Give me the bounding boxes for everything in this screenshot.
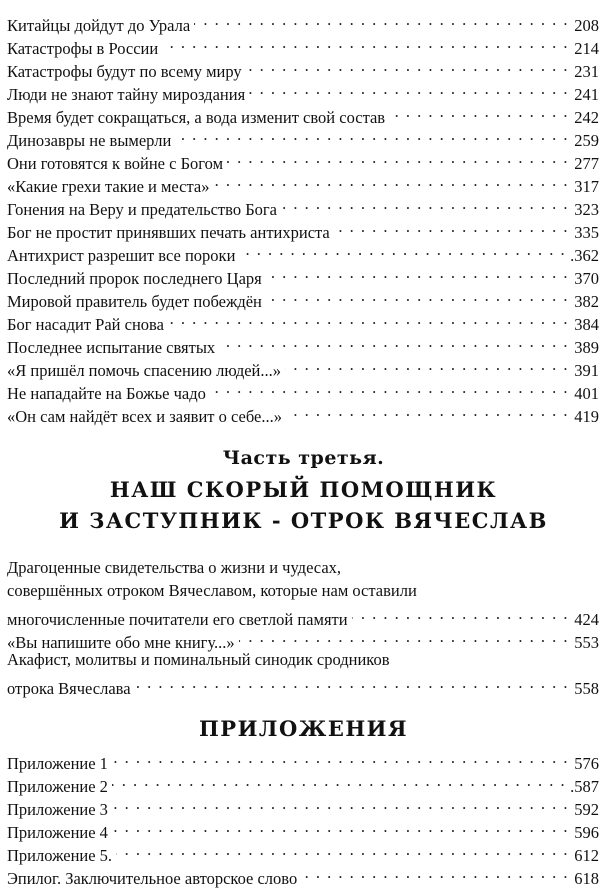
dot-leader bbox=[112, 815, 569, 838]
toc-entry-title: Китайцы дойдут до Урала bbox=[7, 16, 191, 35]
dot-leader bbox=[213, 169, 569, 192]
toc-entry-title: Время будет сокращаться, а вода изменит свой состав bbox=[7, 108, 386, 127]
dot-leader bbox=[286, 399, 569, 422]
toc-entry-page: 424 bbox=[574, 610, 599, 629]
dot-leader bbox=[112, 792, 569, 815]
toc-entry-title: Бог насадит Рай снова bbox=[7, 315, 164, 334]
toc-entry-title: Гонения на Веру и предательство Бога bbox=[7, 200, 278, 219]
toc-entry-title: Катастрофы будут по всему миру bbox=[7, 62, 242, 81]
toc-entry bbox=[7, 8, 599, 35]
toc-entry-page: 241 bbox=[574, 85, 599, 104]
dot-leader bbox=[285, 353, 569, 376]
appendix-title: ПРИЛОЖЕНИЯ bbox=[198, 716, 409, 741]
toc-entry-page: 231 bbox=[574, 62, 599, 81]
toc-entry-title: многочисленные почитатели его светлой памяти bbox=[7, 610, 348, 629]
toc-entry-title: Последний пророк последнего Царя bbox=[7, 269, 262, 288]
toc-entry-title: Динозавры не вымерли bbox=[7, 131, 172, 150]
toc-entry-title: «Вы напишите обо мне книгу...» bbox=[7, 633, 235, 652]
toc-entry-page: 277 bbox=[574, 154, 599, 173]
dot-leader bbox=[246, 54, 569, 77]
toc-entry bbox=[7, 671, 599, 698]
toc-entry-title: Бог не простит принявших печать антихриста bbox=[7, 223, 330, 242]
toc-entry-page: 370 bbox=[574, 269, 599, 288]
dot-leader bbox=[112, 746, 569, 769]
toc-entry bbox=[7, 746, 599, 773]
toc-entry-page: .362 bbox=[570, 246, 599, 265]
dot-leader bbox=[219, 330, 569, 353]
dot-leader bbox=[162, 31, 569, 54]
toc-section-prophecies bbox=[7, 8, 599, 426]
dot-leader bbox=[135, 671, 569, 694]
toc-entry-page: 382 bbox=[574, 292, 599, 311]
toc-entry-page: 558 bbox=[574, 679, 599, 698]
toc-entry-page: 259 bbox=[574, 131, 599, 150]
toc-entry-page: 612 bbox=[574, 846, 599, 865]
dot-leader bbox=[116, 838, 569, 861]
toc-entry-line: Драгоценные свидетельства о жизни и чудесах, bbox=[7, 558, 342, 577]
toc-entry-title: Они готовятся к войне с Богом bbox=[7, 154, 224, 173]
toc-entry-title: Мировой правитель будет побеждён bbox=[7, 292, 262, 311]
dot-leader bbox=[175, 123, 569, 146]
toc-entry-title: «Я пришёл помочь спасению людей...» bbox=[7, 361, 281, 380]
toc-entry-page: 419 bbox=[574, 407, 599, 426]
toc-entry-page: 335 bbox=[574, 223, 599, 242]
toc-entry-page: 317 bbox=[574, 177, 599, 196]
dot-leader bbox=[112, 769, 566, 792]
toc-entry-page: .587 bbox=[570, 777, 599, 796]
toc-entry-page: 596 bbox=[574, 823, 599, 842]
dot-leader bbox=[266, 284, 569, 307]
toc-entry-title: Люди не знают тайну мироздания bbox=[7, 85, 246, 104]
dot-leader bbox=[281, 192, 569, 215]
toc-entry-title: «Какие грехи такие и места» bbox=[7, 177, 210, 196]
toc-entry-title: Эпилог. Заключительное авторское слово bbox=[7, 869, 298, 888]
part-title-line2: И ЗАСТУПНИК - ОТРОК ВЯЧЕСЛАВ bbox=[59, 508, 548, 533]
dot-leader bbox=[389, 100, 569, 123]
toc-entry-title: Не нападайте на Божье чадо bbox=[7, 384, 206, 403]
toc-entry-page: 214 bbox=[574, 39, 599, 58]
dot-leader bbox=[249, 77, 569, 100]
toc-entry-page: 553 bbox=[574, 633, 599, 652]
toc-entry-page: 384 bbox=[574, 315, 599, 334]
toc-entry-title: Приложение 2 bbox=[7, 777, 108, 796]
toc-section-appendix bbox=[7, 746, 599, 888]
toc-entry-title: «Он сам найдёт всех и заявит о себе...» bbox=[7, 407, 282, 426]
part-label: Часть третья. bbox=[222, 447, 385, 469]
dot-leader bbox=[301, 861, 569, 884]
dot-leader bbox=[194, 8, 569, 31]
dot-leader bbox=[227, 146, 569, 169]
dot-leader bbox=[334, 215, 569, 238]
dot-leader bbox=[266, 261, 569, 284]
toc-entry-page: 208 bbox=[574, 16, 599, 35]
toc-entry-line: совершённых отроком Вячеславом, которые нам оставили bbox=[7, 581, 417, 600]
toc-entry-line: Акафист, молитвы и поминальный синодик сродников bbox=[7, 650, 390, 669]
toc-entry-page: 389 bbox=[574, 338, 599, 357]
toc-entry-title: Приложение 1 bbox=[7, 754, 108, 773]
toc-entry-title: Приложение 4 bbox=[7, 823, 108, 842]
toc-entry-page: 401 bbox=[574, 384, 599, 403]
part-title-line1: НАШ СКОРЫЙ ПОМОЩНИК bbox=[109, 477, 498, 502]
dot-leader bbox=[239, 238, 566, 261]
toc-entry-page: 391 bbox=[574, 361, 599, 380]
toc-entry bbox=[7, 602, 599, 629]
dot-leader bbox=[352, 602, 569, 625]
toc-entry-page: 592 bbox=[574, 800, 599, 819]
toc-entry-title: отрока Вячеслава bbox=[7, 679, 131, 698]
dot-leader bbox=[239, 625, 569, 648]
toc-entry-page: 323 bbox=[574, 200, 599, 219]
toc-entry-title: Катастрофы в России bbox=[7, 39, 159, 58]
toc-entry-title: Приложение 5. bbox=[7, 846, 113, 865]
dot-leader bbox=[210, 376, 569, 399]
toc-entry-page: 576 bbox=[574, 754, 599, 773]
dot-leader bbox=[168, 307, 569, 330]
toc-entry-page: 242 bbox=[574, 108, 599, 127]
toc-section-part3 bbox=[7, 556, 599, 698]
toc-entry-page: 618 bbox=[574, 869, 599, 888]
toc-entry-title: Последнее испытание святых bbox=[7, 338, 216, 357]
toc-entry-title: Антихрист разрешит все пороки bbox=[7, 246, 236, 265]
toc-entry-title: Приложение 3 bbox=[7, 800, 108, 819]
